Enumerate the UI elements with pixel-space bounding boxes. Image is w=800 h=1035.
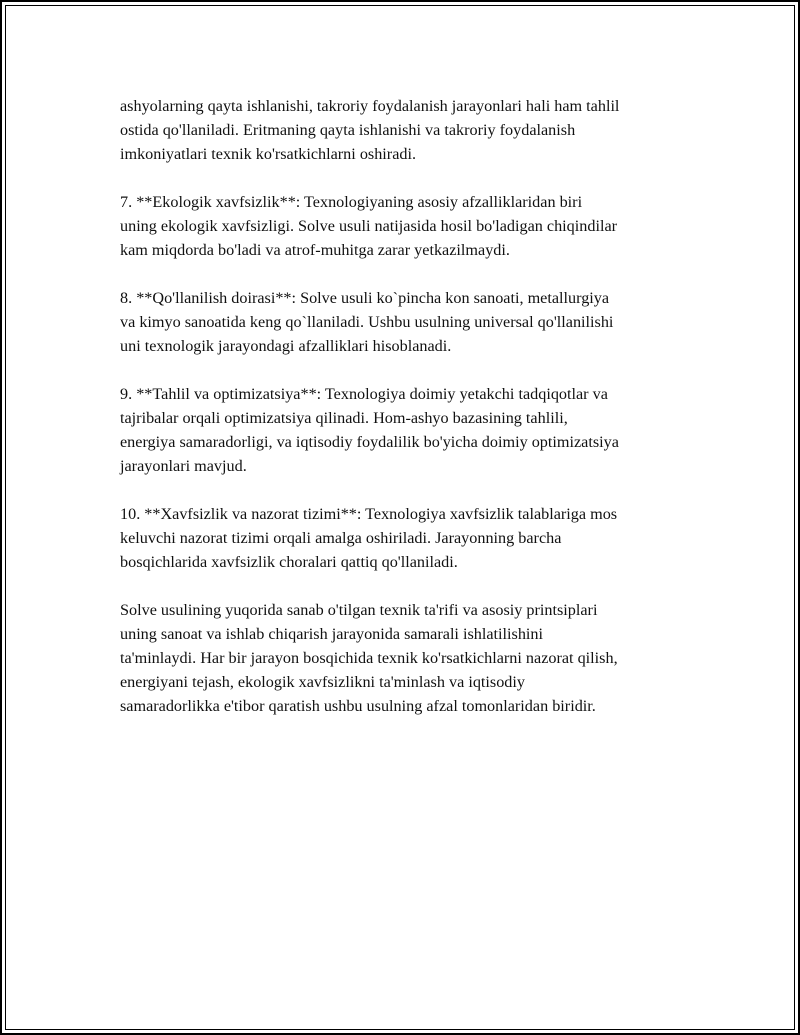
paragraph-item-10-safety-control: 10. **Xavfsizlik va nazorat tizimi**: Texnologiya xavfsizlik talablariga mos keluvchi nazorat tizimi orqali amalga oshiriladi. Jarayonning barcha bosqichlarida xavfsizlik choralari qattiq qo'llaniladi. <box>120 505 618 571</box>
paragraph-conclusion: Solve usulining yuqorida sanab o'tilgan texnik ta'rifi va asosiy printsiplari uning sanoat va ishlab chiqarish jarayonida samarali ishlatilishini ta'minlaydi. Har bir jarayon bosqichida texnik ko'rsatkichlarni nazorat qilish, energiyani tejash, ekologik xavfsizlikni ta'minlash va iqtisodiy samaradorlikka e'tibor qaratish ushbu usulning afzal tomonlaridan biridir. <box>120 601 618 715</box>
paragraph-item-9-analysis-optimization: 9. **Tahlil va optimizatsiya**: Texnologiya doimiy yetakchi tadqiqotlar va tajribalar orqali optimizatsiya qilinadi. Hom-ashyo bazasining tahlili, energiya samaradorligi, va iqtisodiy foydalilik bo'yicha doimiy optimizatsiya jarayonlari mavjud. <box>120 385 619 475</box>
paragraph-item-7-ecological-safety: 7. **Ekologik xavfsizlik**: Texnologiyaning asosiy afzalliklaridan biri uning ekologik xavfsizligi. Solve usuli natijasida hosil bo'ladigan chiqindilar kam miqdorda bo'ladi va atrof-muhitga zarar yetkazilmaydi. <box>120 193 618 259</box>
document-body <box>120 94 695 742</box>
paragraph-intro-continuation: ashyolarning qayta ishlanishi, takroriy foydalanish jarayonlari hali ham tahlil ostida qo'llaniladi. Eritmaning qayta ishlanishi va takroriy foydalanish imkoniyatlari texnik ko'rsatkichlarni oshiradi. <box>120 97 620 163</box>
paragraph-item-8-scope-of-application: 8. **Qo'llanilish doirasi**: Solve usuli ko`pincha kon sanoati, metallurgiya va kimyo sanoatida keng qo`llaniladi. Ushbu usulning universal qo'llanilishi uni texnologik jarayondagi afzalliklari hisoblanadi. <box>120 289 614 355</box>
